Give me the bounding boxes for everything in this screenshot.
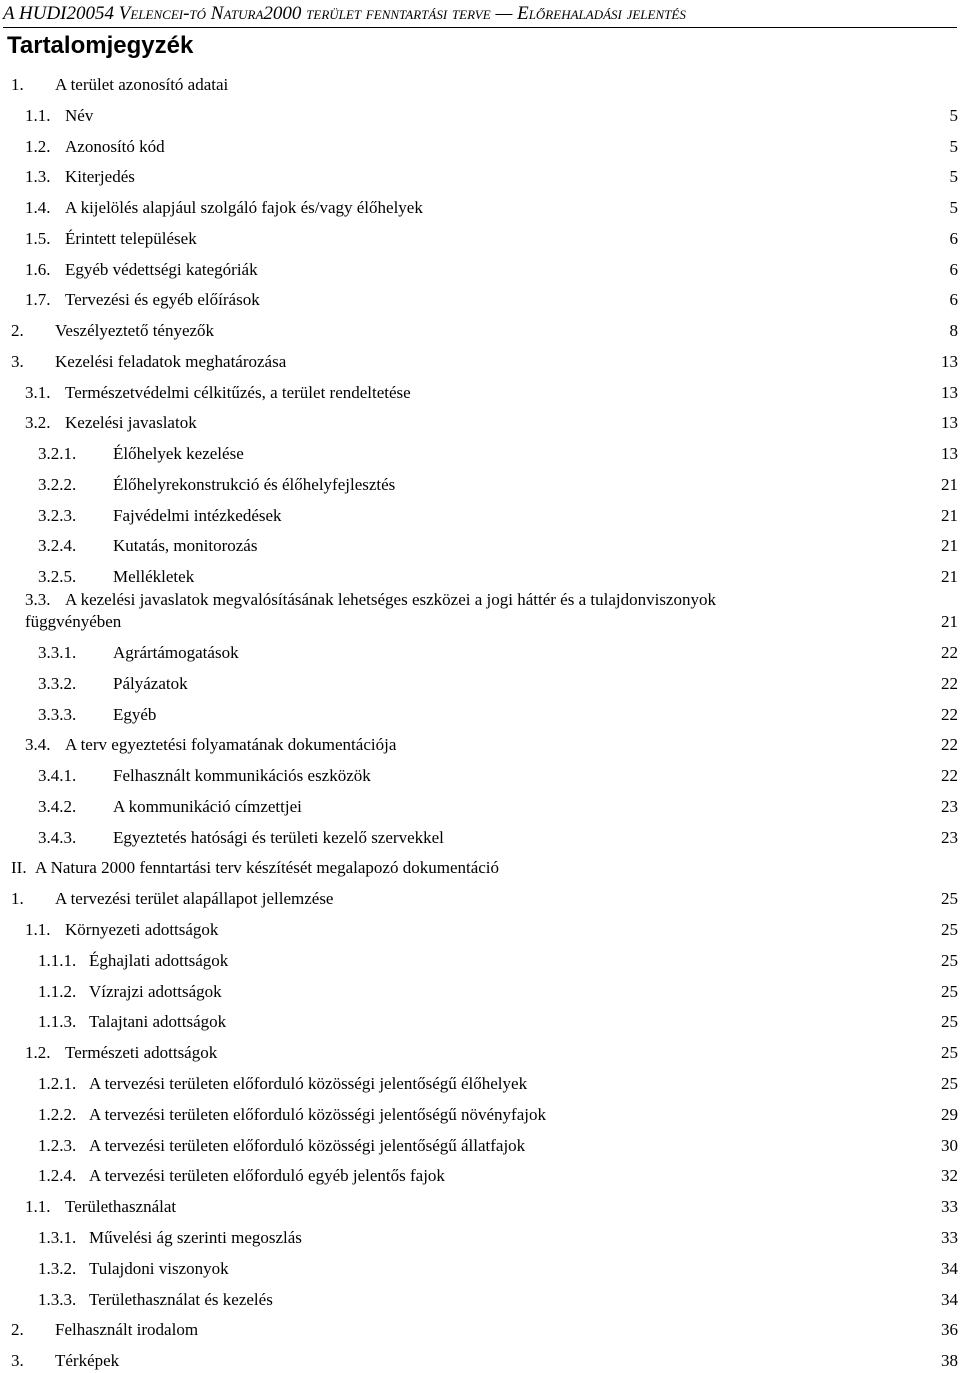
toc-entry-page: 8 [949, 321, 958, 340]
toc-entry-number: 3.3. [25, 590, 51, 609]
toc-entry-page: 25 [941, 1043, 958, 1062]
toc-entry-number: 3.2.5. [38, 567, 77, 586]
toc-entry-number: 1.1. [25, 1197, 51, 1216]
toc-entry-page: 33 [941, 1197, 958, 1216]
toc-entry-label: Tervezési és egyéb előírások [65, 290, 260, 309]
toc-entry-label: Agrártámogatások [113, 643, 239, 662]
toc-entry-number: 3.3.1. [38, 643, 77, 662]
toc-entry-number: 3.3.2. [38, 674, 77, 693]
toc-entry-page: 30 [941, 1136, 958, 1155]
running-header [3, 3, 953, 25]
toc-entry-number: 1.1. [25, 920, 51, 939]
toc-entry-label: Fajvédelmi intézkedések [113, 506, 282, 525]
toc-entry-page: 13 [941, 352, 958, 371]
toc-entry-number: 3.2.1. [38, 444, 77, 463]
toc-entry-number: 3.2.3. [38, 506, 77, 525]
toc-entry-number: 1.2.4. [38, 1166, 77, 1185]
toc-entry-label: Térképek [55, 1351, 120, 1370]
toc-entry-label: Felhasznált irodalom [55, 1320, 199, 1339]
toc-entry-number: 3.3.3. [38, 705, 77, 724]
toc-entry-number: II. [11, 858, 27, 877]
toc-entry-label: A terv egyeztetési folyamatának dokumentációja [65, 735, 397, 754]
running-header-text: A HUDI20054 Velencei-tó Natura2000 terület fenntartási terve — Előrehaladási jelentés [3, 3, 686, 24]
toc-entry-page: 13 [941, 383, 958, 402]
toc-entry-number: 1.6. [25, 260, 51, 279]
toc-entry-number: 1.1.2. [38, 982, 77, 1001]
toc-entry-page: 22 [941, 705, 958, 724]
toc-entry-page: 34 [941, 1290, 958, 1309]
toc-entry-number: 2. [11, 321, 24, 340]
toc-entry-number: 1.1.1. [38, 951, 77, 970]
toc-entry-label: Talajtani adottságok [89, 1012, 227, 1031]
toc-entry-page: 23 [941, 828, 958, 847]
toc-entry-label: Élőhelyrekonstrukció és élőhelyfejlesztés [113, 475, 396, 494]
toc-entry-label: Kiterjedés [65, 167, 135, 186]
toc-entry-page: 22 [941, 674, 958, 693]
toc-entry-number: 3.1. [25, 383, 51, 402]
toc-entry-label: Tulajdoni viszonyok [89, 1259, 229, 1278]
toc-entry-number: 1.1. [25, 106, 51, 125]
toc-entry-label: Területhasználat [65, 1197, 177, 1216]
toc-entry-page: 25 [941, 1074, 958, 1093]
toc-entry-label: Kezelési javaslatok [65, 413, 197, 432]
toc-title: Tartalomjegyzék [7, 32, 194, 59]
toc-entry-number: 1.3. [25, 167, 51, 186]
toc-entry-page: 38 [941, 1351, 958, 1370]
header-rule [3, 27, 957, 28]
toc-entry-label-continued: függvényében [25, 612, 122, 631]
toc-entry-number: 1.3.1. [38, 1228, 77, 1247]
toc-entry-label: Vízrajzi adottságok [89, 982, 222, 1001]
toc-entry-page: 21 [941, 612, 958, 631]
toc-entry-page: 33 [941, 1228, 958, 1247]
toc-entry-label: Érintett települések [65, 229, 197, 248]
toc-entry-number: 1.2.1. [38, 1074, 77, 1093]
toc-entry-page: 5 [949, 198, 958, 217]
toc-entry-number: 1.2. [25, 137, 51, 156]
toc-entry-page: 21 [941, 475, 958, 494]
toc-entry-page: 23 [941, 797, 958, 816]
toc-entry-label: A tervezési területen előforduló egyéb jelentős fajok [89, 1166, 445, 1185]
toc-entry-page: 25 [941, 951, 958, 970]
toc-entry-page: 36 [941, 1320, 958, 1339]
toc-entry-label: A kommunikáció címzettjei [113, 797, 302, 816]
toc-entry-number: 3.2.2. [38, 475, 77, 494]
toc-entry-label: Egyéb védettségi kategóriák [65, 260, 258, 279]
toc-entry-page: 21 [941, 506, 958, 525]
toc-entry-page: 32 [941, 1166, 958, 1185]
toc-entry-number: 1.2.3. [38, 1136, 77, 1155]
toc-entry-number: 1.3.2. [38, 1259, 77, 1278]
toc-entry-label: A tervezési területen előforduló közösségi jelentőségű növényfajok [89, 1105, 546, 1124]
toc-entry-page: 5 [949, 167, 958, 186]
toc-entry-number: 1.2.2. [38, 1105, 77, 1124]
toc-entry-label: Élőhelyek kezelése [113, 444, 244, 463]
toc-entry-label: A tervezési területen előforduló közösségi jelentőségű állatfajok [89, 1136, 526, 1155]
toc-entry-page: 22 [941, 643, 958, 662]
toc-entry-number: 3. [11, 1351, 24, 1370]
toc-entry-number: 1. [11, 75, 24, 94]
toc-entry-label: Kutatás, monitorozás [113, 536, 258, 555]
toc-entry-page: 6 [949, 260, 958, 279]
toc-entry-label: Pályázatok [113, 674, 188, 693]
toc-entry-page: 22 [941, 766, 958, 785]
toc-entry-label: Természetvédelmi célkitűzés, a terület rendeltetése [65, 383, 411, 402]
toc-entry-number: 3.2.4. [38, 536, 77, 555]
toc-entry-number: 2. [11, 1320, 24, 1339]
toc-entry-label: Környezeti adottságok [65, 920, 219, 939]
toc-entry-number: 3.2. [25, 413, 51, 432]
toc-entry-label: Veszélyeztető tényezők [55, 321, 215, 340]
toc-entry-page: 5 [949, 137, 958, 156]
toc-entry-page: 13 [941, 413, 958, 432]
toc-entry-page: 25 [941, 889, 958, 908]
toc-entry-label: Kezelési feladatok meghatározása [55, 352, 287, 371]
toc-entry-number: 1. [11, 889, 24, 908]
toc-entry-number: 3.4.2. [38, 797, 77, 816]
toc-entry-label: Egyéb [113, 705, 157, 724]
toc-entry-label: Éghajlati adottságok [89, 951, 229, 970]
toc-entry-page: 25 [941, 920, 958, 939]
toc-entry-page: 25 [941, 982, 958, 1001]
toc-entry-label: Egyeztetés hatósági és területi kezelő szervekkel [113, 828, 444, 847]
toc-entry-page: 21 [941, 536, 958, 555]
toc-entry-label: Név [65, 106, 94, 125]
toc-entry-label: Felhasznált kommunikációs eszközök [113, 766, 371, 785]
toc-entry-number: 1.3.3. [38, 1290, 77, 1309]
toc-entry-page: 6 [949, 229, 958, 248]
toc-entry-page: 21 [941, 567, 958, 586]
toc-entry-number: 3.4. [25, 735, 51, 754]
toc-entry-label: A terület azonosító adatai [55, 75, 229, 94]
toc-entry-page: 29 [941, 1105, 958, 1124]
toc-entry-number: 3. [11, 352, 24, 371]
toc-entry-number: 3.4.1. [38, 766, 77, 785]
toc-entry-number: 1.7. [25, 290, 51, 309]
toc-entry-label: Művelési ág szerinti megoszlás [89, 1228, 302, 1247]
toc-entry-label: A tervezési területen előforduló közösségi jelentőségű élőhelyek [89, 1074, 528, 1093]
toc-entry-page: 5 [949, 106, 958, 125]
toc-entry-label: Mellékletek [113, 567, 195, 586]
toc-entry-page: 13 [941, 444, 958, 463]
toc-entry-number: 1.2. [25, 1043, 51, 1062]
toc-entry-label: A kijelölés alapjául szolgáló fajok és/vagy élőhelyek [65, 198, 423, 217]
toc-entry-page: 22 [941, 735, 958, 754]
toc-entry-label: A Natura 2000 fenntartási terv készítését megalapozó dokumentáció [35, 858, 500, 877]
toc-entry-label: A kezelési javaslatok megvalósításának lehetséges eszközei a jogi háttér és a tulajdonviszonyok [65, 590, 716, 609]
toc-entry-number: 1.5. [25, 229, 51, 248]
toc-entry-number: 1.1.3. [38, 1012, 77, 1031]
toc-entry-page: 34 [941, 1259, 958, 1278]
toc-entry-number: 1.4. [25, 198, 51, 217]
toc-entry-page: 6 [949, 290, 958, 309]
toc-entry-label: Természeti adottságok [65, 1043, 218, 1062]
toc-entry-label: Területhasználat és kezelés [89, 1290, 273, 1309]
toc-entry-number: 3.4.3. [38, 828, 77, 847]
toc-entry-label: A tervezési terület alapállapot jellemzése [55, 889, 334, 908]
toc-entry-label: Azonosító kód [65, 137, 165, 156]
toc-entry-page: 25 [941, 1012, 958, 1031]
